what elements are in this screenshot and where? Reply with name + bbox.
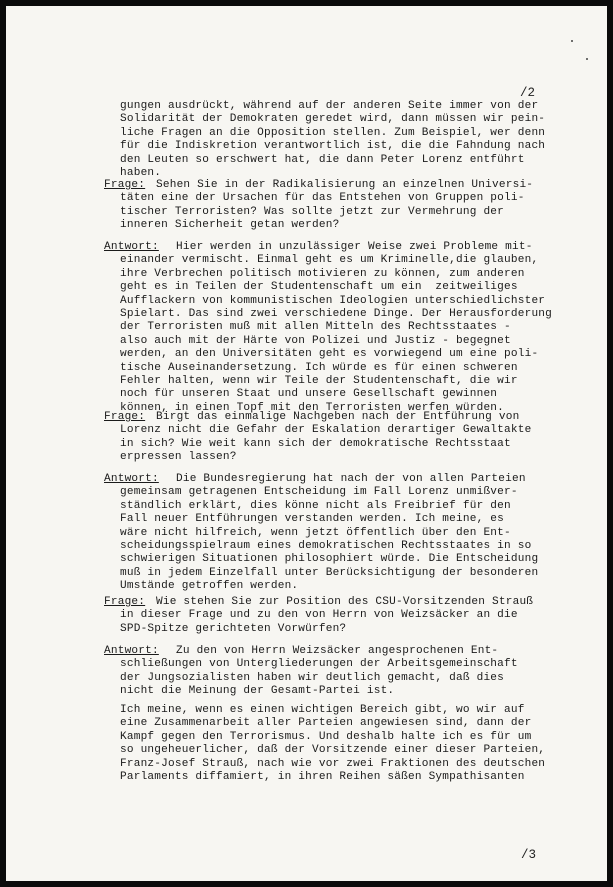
text-line: für die Indiskretion verantwortlich ist, die die Fahndung nach (120, 140, 546, 153)
text-line: gemeinsam getragenen Entscheidung im Fall Lorenz unmißver- (120, 486, 518, 499)
text-line: Spielart. Das sind zwei verschiedene Dinge. Der Herausforderung (120, 308, 553, 320)
text-line: geht es in Teilen der Studentenschaft um ein zeitweiliges (120, 281, 518, 294)
text-line: Kampf gegen den Terrorismus. Und deshalb halte ich es für um (120, 730, 532, 743)
question-label: Frage: (104, 596, 146, 608)
text-line: Franz-Josef Strauß, nach wie vor zwei Fraktionen des deutschen (120, 757, 546, 770)
text-line: schwierigen Situationen philosophiert würde. Die Entscheidung (120, 553, 539, 566)
text-line: so ungeheuerlicher, daß der Vorsitzende einer dieser Parteien, (120, 744, 546, 757)
text-line: Solidarität der Demokraten geredet wird, dann müssen wir pein- (120, 113, 546, 126)
answer-label: Antwort: (104, 473, 159, 485)
text-line: nicht die Meinung der Gesamt-Partei ist. (120, 685, 395, 698)
text-line: ihre Verbrechen politisch motivieren zu können, zum anderen (120, 267, 525, 280)
text-line: Die Bundesregierung hat nach der von allen Parteien (176, 473, 526, 485)
text-line: wäre nicht hilfreich, wenn jetzt öffentlich über den Ent- (120, 526, 511, 539)
text-line: schließungen von Untergliederungen der Arbeitsgemeinschaft (120, 658, 518, 671)
text-line: Zu den von Herrn Weizsäcker angesprochenen Ent- (176, 645, 499, 657)
text-line: einander vermischt. Einmal geht es um Kriminelle,die glauben, (120, 254, 539, 267)
text-line: täten eine der Ursachen für das Entstehen von Gruppen poli- (120, 192, 525, 205)
text-line: Fehler halten, wenn wir Teile der Studentenschaft, die wir (120, 375, 518, 387)
text-line: der Terroristen muß mit allen Mitteln des Rechtsstaates - (120, 321, 511, 334)
text-line: Lorenz nicht die Gefahr der Eskalation derartiger Gewaltakte (120, 424, 532, 437)
text-line: Birgt das einmalige Nachgeben nach der Entführung von (156, 411, 520, 423)
text-line: also auch mit der Härte von Polizei und Justiz - begegnet (120, 334, 511, 347)
text-line: ständlich erklärt, dies könne nicht als Freibrief für den (120, 499, 511, 512)
text-line: in sich? Wie weit kann sich der demokratische Rechtsstaat (120, 437, 511, 450)
text-line: können, in einen Topf mit den Terroristen werfen würden. (120, 401, 505, 414)
page-number-top: /2 (520, 86, 536, 100)
text-line: Parlaments diffamiert, in ihren Reihen säßen Sympathisanten (120, 771, 525, 783)
text-line: tischer Terroristen? Was sollte jetzt zur Vermehrung der (120, 205, 505, 218)
text-line: der Jungsozialisten haben wir deutlich gemacht, daß dies (120, 671, 505, 684)
text-line: Fall neuer Entführungen verstanden werden. Ich meine, es (120, 513, 505, 526)
page-number-bottom: /3 (521, 848, 537, 862)
text-line: Wie stehen Sie zur Position des CSU-Vorsitzenden Strauß (156, 596, 534, 608)
text-line: noch für unseren Staat und unsere Gesellschaft gewinnen (120, 388, 498, 401)
answer-label: Antwort: (104, 241, 159, 253)
text-line: haben. (120, 167, 162, 179)
question-label: Frage: (104, 411, 146, 423)
text-line: Sehen Sie in der Radikalisierung an einzelnen Universi- (156, 179, 534, 191)
text-line: werden, an den Universitäten geht es vorwiegend um eine poli- (120, 348, 539, 361)
text-line: Ich meine, wenn es einen wichtigen Bereich gibt, wo wir auf (120, 704, 525, 716)
answer-label: Antwort: (104, 645, 159, 657)
text-line: SPD-Spitze gerichteten Vorwürfen? (120, 622, 347, 635)
text-line: liche Fragen an die Opposition stellen. Zum Beispiel, wer denn (120, 126, 546, 139)
text-line: Aufflackern von kommunistischen Ideologien unterschiedlichster (120, 294, 546, 307)
text-line: inneren Sicherheit getan werden? (120, 219, 340, 232)
text-line: tische Auseinandersetzung. Ich würde es für einen schweren (120, 361, 518, 374)
text-line: in dieser Frage und zu den von Herrn von Weizsäcker an die (120, 609, 518, 622)
text-line: eine Zusammenarbeit aller Parteien angewiesen sind, dann der (120, 717, 532, 730)
typed-text (6, 6, 607, 881)
text-line: den Leuten so erschwert hat, die dann Peter Lorenz entführt (120, 153, 525, 166)
document-page (6, 6, 607, 881)
text-line: scheidungsspielraum eines demokratischen Rechtsstaates in so (120, 540, 532, 552)
text-line: muß in jedem Einzelfall unter Berücksichtigung der besonderen (120, 566, 539, 579)
text-line: gungen ausdrückt, während auf der anderen Seite immer von der (120, 100, 539, 112)
text-line: Hier werden in unzulässiger Weise zwei Probleme mit- (176, 241, 533, 253)
question-label: Frage: (104, 179, 146, 191)
text-line: erpressen lassen? (120, 451, 237, 464)
text-line: Umstände getroffen werden. (120, 580, 299, 593)
